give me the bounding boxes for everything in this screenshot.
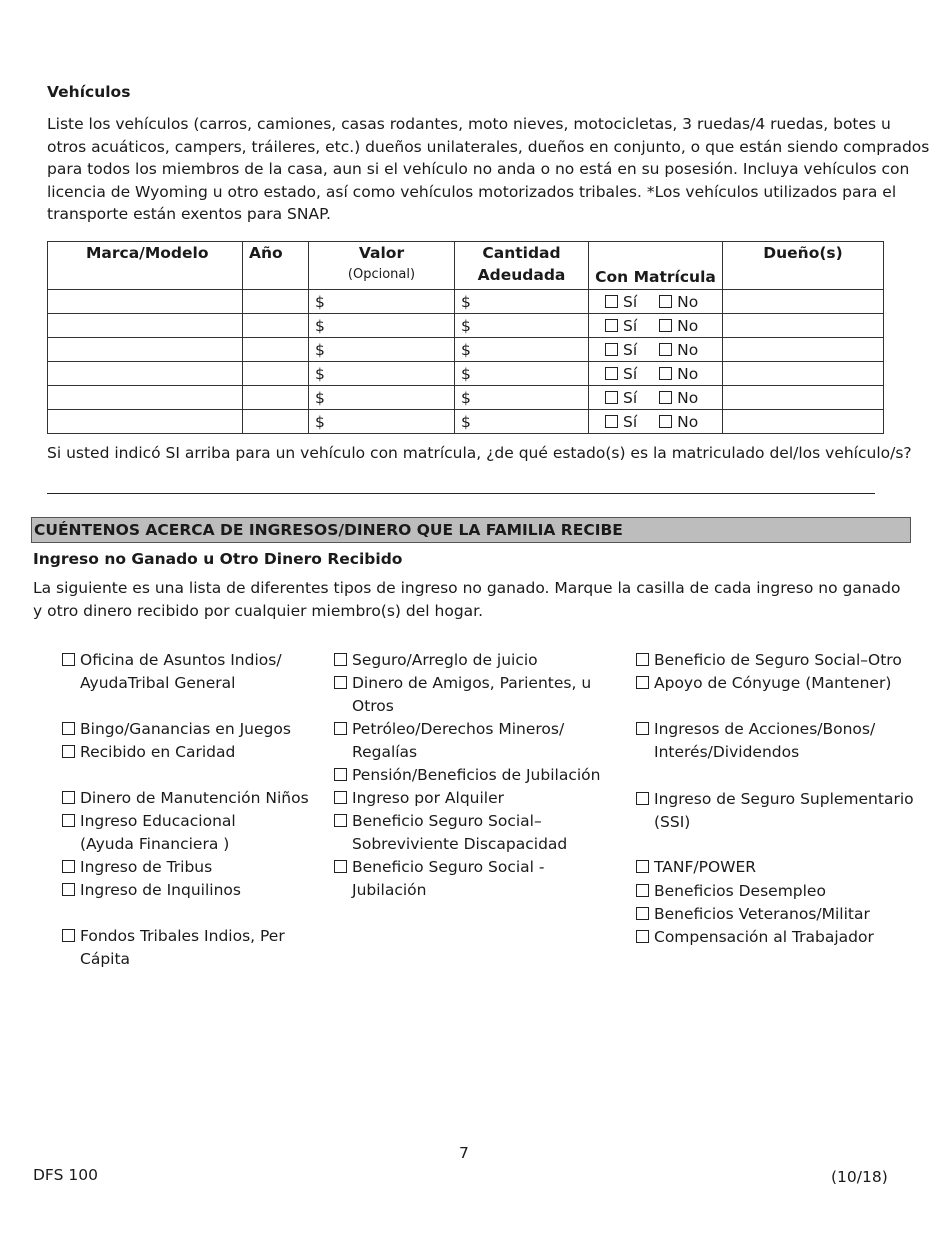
make-model-cell[interactable] (48, 362, 243, 386)
registered-cell (589, 362, 723, 386)
year-cell[interactable] (243, 290, 309, 314)
value-cell[interactable] (309, 338, 455, 362)
income-option[interactable] (334, 649, 538, 672)
vehicles-intro (47, 113, 929, 226)
income-option[interactable] (62, 879, 241, 902)
income-checkbox[interactable] (62, 860, 75, 873)
yes-label: Sí (623, 316, 638, 335)
income-option[interactable] (636, 672, 891, 695)
income-checkbox[interactable] (636, 930, 649, 943)
no-label: No (677, 292, 699, 311)
year-cell[interactable] (243, 338, 309, 362)
income-option[interactable] (334, 787, 504, 810)
yes-checkbox[interactable] (605, 295, 618, 308)
value-cell[interactable] (309, 410, 455, 434)
make-model-cell[interactable] (48, 290, 243, 314)
income-checkbox[interactable] (636, 653, 649, 666)
intro-line: Liste los vehículos (carros, camiones, casas rodantes, moto nieves, motocicletas, 3 ruedas/4 ruedas, botes u (47, 115, 891, 133)
no-checkbox[interactable] (659, 367, 672, 380)
yes-checkbox[interactable] (605, 415, 618, 428)
amount-owed-cell[interactable] (455, 410, 589, 434)
amount-owed-cell[interactable] (455, 290, 589, 314)
income-checkbox[interactable] (636, 860, 649, 873)
yes-checkbox[interactable] (605, 391, 618, 404)
income-option-label: Ingresos de Acciones/Bonos/ (654, 720, 876, 738)
income-option-label: Bingo/Ganancias en Juegos (80, 720, 291, 738)
no-checkbox[interactable] (659, 319, 672, 332)
income-checkbox[interactable] (62, 745, 75, 758)
income-checkbox[interactable] (636, 792, 649, 805)
income-option-label: Dinero de Amigos, Parientes, u (352, 674, 592, 692)
owed-label-2: Adeudada (477, 266, 566, 284)
income-checkbox[interactable] (334, 722, 347, 735)
income-option-label: Ingreso de Tribus (80, 858, 213, 876)
income-option-label: Beneficios Veteranos/Militar (654, 905, 870, 923)
year-cell[interactable] (243, 386, 309, 410)
income-option-label-cont: Sobreviviente Discapacidad (352, 834, 568, 853)
income-option-label-cont: AyudaTribal General (80, 673, 236, 692)
currency-symbol: $ (461, 412, 471, 431)
income-option[interactable] (334, 672, 591, 717)
income-checkbox[interactable] (334, 814, 347, 827)
vehicle-row (48, 314, 884, 338)
income-checkbox[interactable] (62, 814, 75, 827)
yes-checkbox[interactable] (605, 367, 618, 380)
income-checkbox[interactable] (334, 768, 347, 781)
income-option-label: Seguro/Arreglo de juicio (352, 651, 538, 669)
no-label: No (677, 316, 699, 335)
registered-cell (589, 338, 723, 362)
no-checkbox[interactable] (659, 343, 672, 356)
income-subheading: Ingreso no Ganado u Otro Dinero Recibido (33, 550, 403, 568)
year-cell[interactable] (243, 410, 309, 434)
col-header-year: Año (243, 242, 309, 290)
value-cell[interactable] (309, 314, 455, 338)
owners-cell[interactable] (723, 362, 884, 386)
no-label: No (677, 340, 699, 359)
income-option-label: Apoyo de Cónyuge (Mantener) (654, 674, 892, 692)
income-option[interactable] (62, 718, 291, 741)
intro-line: licencia de Wyoming u otro estado, así como vehículos motorizados tribales. *Los vehículos utilizados para el (47, 182, 897, 201)
owners-cell[interactable] (723, 314, 884, 338)
no-checkbox[interactable] (659, 415, 672, 428)
income-option[interactable] (334, 764, 600, 787)
income-option[interactable] (636, 926, 874, 949)
income-checkbox[interactable] (62, 722, 75, 735)
owners-cell[interactable] (723, 338, 884, 362)
owners-cell[interactable] (723, 290, 884, 314)
currency-symbol: $ (315, 412, 325, 431)
registered-cell (589, 386, 723, 410)
currency-symbol: $ (315, 340, 325, 359)
vehicles-heading: Vehículos (47, 83, 131, 101)
income-checkbox[interactable] (334, 653, 347, 666)
vehicle-table-header (48, 242, 884, 290)
income-option[interactable] (62, 925, 285, 970)
intro-line: La siguiente es una lista de diferentes tipos de ingreso no ganado. Marque la casilla de cada ingreso no ganado (33, 579, 901, 597)
page-number: 7 (459, 1144, 469, 1162)
income-option[interactable] (636, 856, 756, 879)
income-option-label: Recibido en Caridad (80, 743, 236, 761)
income-option[interactable] (62, 787, 309, 810)
income-option[interactable] (636, 880, 826, 903)
yes-checkbox[interactable] (605, 319, 618, 332)
currency-symbol: $ (461, 340, 471, 359)
value-optional-label: (Opcional) (347, 267, 416, 282)
intro-line: otros acuáticos, campers, tráileres, etc.) dueños unilaterales, dueños en conjunto, o que están siendo comprados (47, 137, 930, 156)
yes-label: Sí (623, 340, 638, 359)
vehicle-row (48, 410, 884, 434)
value-cell[interactable] (309, 362, 455, 386)
income-option-label: Petróleo/Derechos Mineros/ (352, 720, 565, 738)
yes-checkbox[interactable] (605, 343, 618, 356)
income-option-label: Ingreso de Seguro Suplementario (654, 790, 914, 808)
year-cell[interactable] (243, 314, 309, 338)
no-checkbox[interactable] (659, 295, 672, 308)
year-cell[interactable] (243, 362, 309, 386)
income-checkbox[interactable] (636, 676, 649, 689)
currency-symbol: $ (461, 316, 471, 335)
make-model-cell[interactable] (48, 314, 243, 338)
make-model-cell[interactable] (48, 338, 243, 362)
income-section-title: CUÉNTENOS ACERCA DE INGRESOS/DINERO QUE LA FAMILIA RECIBE (31, 517, 911, 543)
currency-symbol: $ (461, 388, 471, 407)
no-label: No (677, 412, 699, 431)
yes-label: Sí (623, 412, 638, 431)
currency-symbol: $ (315, 292, 325, 311)
amount-owed-cell[interactable] (455, 314, 589, 338)
income-option[interactable] (334, 810, 567, 855)
income-checkbox[interactable] (334, 860, 347, 873)
registered-cell (589, 314, 723, 338)
income-intro (33, 577, 901, 622)
income-checkbox[interactable] (62, 929, 75, 942)
income-option-label: Fondos Tribales Indios, Per (80, 927, 285, 945)
value-cell[interactable] (309, 290, 455, 314)
income-checkbox[interactable] (62, 791, 75, 804)
income-option[interactable] (334, 856, 545, 901)
form-revision: (10/18) (831, 1168, 888, 1186)
owners-cell[interactable] (723, 410, 884, 434)
income-checkbox[interactable] (62, 883, 75, 896)
intro-line: transporte están exentos para SNAP. (47, 205, 331, 223)
income-option[interactable] (636, 903, 870, 926)
registration-state-answer-line[interactable] (47, 493, 875, 494)
income-option[interactable] (636, 718, 875, 763)
income-option-label-cont: Interés/Dividendos (654, 742, 800, 761)
make-model-cell[interactable] (48, 410, 243, 434)
income-option-label: TANF/POWER (654, 858, 757, 876)
income-option-label: Compensación al Trabajador (654, 928, 874, 946)
col-header-value (309, 242, 455, 290)
income-option[interactable] (62, 856, 212, 879)
no-label: No (677, 364, 699, 383)
col-header-owners: Dueño(s) (723, 242, 884, 290)
col-header-amount-owed (455, 242, 589, 290)
income-option-label: Ingreso por Alquiler (352, 789, 505, 807)
income-checkbox[interactable] (334, 676, 347, 689)
income-option-label: Pensión/Beneficios de Jubilación (352, 766, 601, 784)
currency-symbol: $ (315, 364, 325, 383)
value-cell[interactable] (309, 386, 455, 410)
yes-label: Sí (623, 364, 638, 383)
income-checkbox[interactable] (334, 791, 347, 804)
income-option-label-cont: (SSI) (654, 812, 691, 831)
vehicle-row (48, 386, 884, 410)
income-option-label: Oficina de Asuntos Indios/ (80, 651, 282, 669)
amount-owed-cell[interactable] (455, 362, 589, 386)
income-option[interactable] (62, 649, 282, 694)
yes-label: Sí (623, 292, 638, 311)
income-option-label: Ingreso Educacional (80, 812, 236, 830)
currency-symbol: $ (315, 388, 325, 407)
income-checkbox[interactable] (636, 722, 649, 735)
income-checkbox[interactable] (62, 653, 75, 666)
yes-label: Sí (623, 388, 638, 407)
owners-cell[interactable] (723, 386, 884, 410)
value-label: Valor (358, 244, 405, 262)
currency-symbol: $ (461, 364, 471, 383)
owed-label-1: Cantidad (482, 244, 561, 262)
currency-symbol: $ (315, 316, 325, 335)
income-option-label-cont: Regalías (352, 742, 418, 761)
income-checkbox[interactable] (636, 907, 649, 920)
amount-owed-cell[interactable] (455, 338, 589, 362)
income-checkbox[interactable] (636, 884, 649, 897)
income-option-label: Ingreso de Inquilinos (80, 881, 241, 899)
income-option-label-cont: Jubilación (352, 880, 427, 899)
income-option-label-cont: Cápita (80, 949, 131, 968)
income-option-label: Dinero de Manutención Niños (80, 789, 309, 807)
registered-cell (589, 410, 723, 434)
income-option-label: Beneficio Seguro Social– (352, 812, 542, 830)
income-option[interactable] (334, 718, 564, 763)
registered-cell (589, 290, 723, 314)
income-option-label-cont: Otros (352, 696, 394, 715)
vehicle-table (47, 241, 884, 434)
income-option-label-cont: (Ayuda Financiera ) (80, 834, 230, 853)
form-id: DFS 100 (33, 1166, 98, 1184)
amount-owed-cell[interactable] (455, 386, 589, 410)
income-option-label: Beneficio de Seguro Social–Otro (654, 651, 902, 669)
intro-line: y otro dinero recibido por cualquier miembro(s) del hogar. (33, 601, 484, 620)
col-header-make-model: Marca/Modelo (48, 242, 243, 290)
registration-state-question: Si usted indicó SI arriba para un vehículo con matrícula, ¿de qué estado(s) es la matriculado del/los vehículo/s? (47, 444, 912, 462)
intro-line: para todos los miembros de la casa, aun si el vehículo no anda o no está en su posesión. Incluya vehículos con (47, 160, 910, 178)
no-label: No (677, 388, 699, 407)
income-option[interactable] (636, 649, 902, 672)
vehicle-row (48, 290, 884, 314)
col-header-registered: Con Matrícula (589, 242, 723, 290)
vehicle-row (48, 362, 884, 386)
no-checkbox[interactable] (659, 391, 672, 404)
income-option-label: Beneficio Seguro Social - (352, 858, 545, 876)
income-option[interactable] (636, 788, 914, 833)
vehicle-row (48, 338, 884, 362)
income-option-label: Beneficios Desempleo (654, 882, 826, 900)
make-model-cell[interactable] (48, 386, 243, 410)
income-option[interactable] (62, 741, 235, 764)
currency-symbol: $ (461, 292, 471, 311)
income-option[interactable] (62, 810, 236, 855)
